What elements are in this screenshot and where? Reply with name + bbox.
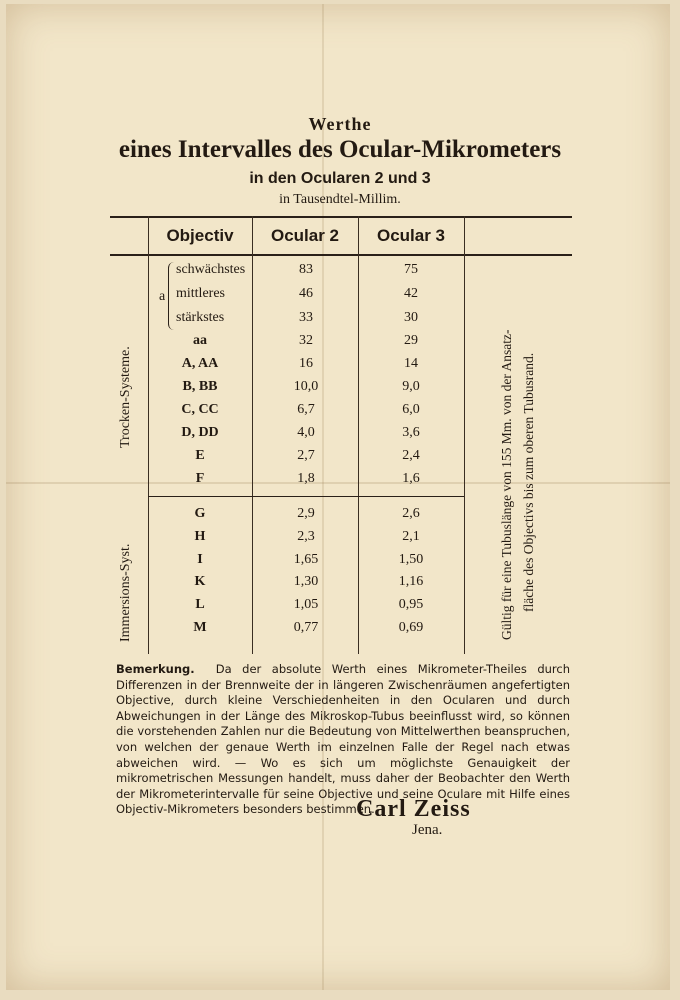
cell-ocular-2: 1,8 bbox=[297, 471, 315, 486]
signature-place: Jena. bbox=[412, 822, 443, 838]
side-label-trocken: Trocken-Systeme. bbox=[118, 346, 133, 448]
table-top-rule bbox=[110, 216, 572, 218]
row-objectiv-label: B, BB bbox=[182, 379, 218, 394]
cell-ocular-2: 16 bbox=[299, 356, 313, 371]
row-objectiv-label: aa bbox=[193, 333, 207, 348]
side-label-immersion: Immersions-Syst. bbox=[118, 543, 133, 642]
signature-name: Carl Zeiss bbox=[356, 796, 471, 822]
cell-ocular-2: 46 bbox=[299, 286, 313, 301]
cell-ocular-3: 1,50 bbox=[398, 552, 424, 567]
col-divider-4 bbox=[464, 216, 465, 654]
cell-ocular-2: 1,65 bbox=[293, 552, 319, 567]
title-line-2: eines Intervalles des Ocular-Mikrometers bbox=[118, 136, 562, 163]
row-objectiv-label: M bbox=[193, 620, 207, 635]
header-ocular-3: Ocular 3 bbox=[376, 226, 446, 245]
col-divider-2 bbox=[252, 216, 253, 654]
cell-ocular-3: 29 bbox=[404, 333, 418, 348]
cell-ocular-2: 1,05 bbox=[293, 597, 319, 612]
cell-ocular-3: 3,6 bbox=[402, 425, 420, 440]
cell-ocular-3: 0,69 bbox=[398, 620, 424, 635]
header-ocular-2: Ocular 2 bbox=[270, 226, 340, 245]
cell-ocular-3: 30 bbox=[404, 310, 418, 325]
col-divider-3 bbox=[358, 216, 359, 654]
row-objectiv-label: L bbox=[195, 597, 205, 612]
row-objectiv-label: A, AA bbox=[181, 356, 219, 371]
cell-ocular-2: 2,7 bbox=[297, 448, 315, 463]
remark-paragraph bbox=[116, 662, 570, 818]
title-line-1: Werthe bbox=[308, 114, 372, 134]
cell-ocular-3: 9,0 bbox=[402, 379, 420, 394]
title-unit: in Tausendtel-Millim. bbox=[279, 192, 401, 207]
row-objectiv-label: stärkstes bbox=[176, 310, 225, 325]
side-note-line-2: fläche des Objectivs bis zum oberen Tubusrand. bbox=[521, 352, 536, 612]
cell-ocular-2: 32 bbox=[299, 333, 313, 348]
header-objectiv: Objectiv bbox=[166, 226, 234, 245]
table-header-rule bbox=[110, 254, 572, 256]
cell-ocular-2: 0,77 bbox=[293, 620, 319, 635]
side-note-line-1: Gültig für eine Tubuslänge von 155 Mm. von der Ansatz- bbox=[499, 329, 514, 640]
row-objectiv-label: K bbox=[194, 574, 206, 589]
row-objectiv-label: G bbox=[194, 506, 206, 521]
cell-ocular-3: 1,16 bbox=[398, 574, 424, 589]
row-objectiv-label: mittleres bbox=[176, 286, 225, 301]
row-objectiv-label: schwächstes bbox=[176, 262, 246, 277]
cell-ocular-3: 6,0 bbox=[402, 402, 420, 417]
cell-ocular-2: 2,9 bbox=[297, 506, 315, 521]
cell-ocular-3: 14 bbox=[404, 356, 418, 371]
remark-text: Da der absolute Werth eines Mikrometer-Theiles durch Differenzen in der Brennweite der in längeren Zwischenräumen angefertigten Objective, durch kleine Verschiedenheiten in den Ocularen und durch Abweichungen in der Länge des Mikroskop-Tubus beeinflusst wird, so können die vorstehenden Zahlen nur die Bedeutung von Mittelwerthen beanspruchen, von welchen der genaue Werth im einzelnen Falle der Regel nach etwas abweichen wird. — Wo es sich um möglichste Genauigkeit der mikrometrischen Messungen handelt, muss daher der Beobachter den Werth der Mikrometerintervalle für seine Objective und seine Oculare mit Hilfe eines Objectiv-Mikrometers besonders bestimmen. bbox=[116, 662, 571, 817]
cell-ocular-2: 6,7 bbox=[297, 402, 315, 417]
row-objectiv-label: F bbox=[195, 471, 205, 486]
cell-ocular-2: 2,3 bbox=[297, 529, 315, 544]
cell-ocular-3: 75 bbox=[404, 262, 418, 277]
cell-ocular-3: 42 bbox=[404, 286, 418, 301]
cell-ocular-2: 83 bbox=[299, 262, 313, 277]
cell-ocular-3: 1,6 bbox=[402, 471, 420, 486]
row-objectiv-label: H bbox=[194, 529, 206, 544]
group-label: a bbox=[159, 289, 166, 304]
row-objectiv-label: E bbox=[195, 448, 205, 463]
row-objectiv-label: D, DD bbox=[181, 425, 219, 440]
group-separator bbox=[148, 496, 464, 497]
remark-label: Bemerkung. bbox=[116, 662, 195, 676]
cell-ocular-2: 4,0 bbox=[297, 425, 315, 440]
row-objectiv-label: C, CC bbox=[181, 402, 219, 417]
cell-ocular-3: 2,4 bbox=[402, 448, 420, 463]
cell-ocular-3: 0,95 bbox=[398, 597, 424, 612]
title-line-3: in den Ocularen 2 und 3 bbox=[249, 170, 431, 187]
cell-ocular-2: 33 bbox=[299, 310, 313, 325]
cell-ocular-2: 10,0 bbox=[293, 379, 319, 394]
cell-ocular-3: 2,1 bbox=[402, 529, 420, 544]
cell-ocular-3: 2,6 bbox=[402, 506, 420, 521]
cell-ocular-2: 1,30 bbox=[293, 574, 319, 589]
row-objectiv-label: I bbox=[197, 552, 203, 567]
